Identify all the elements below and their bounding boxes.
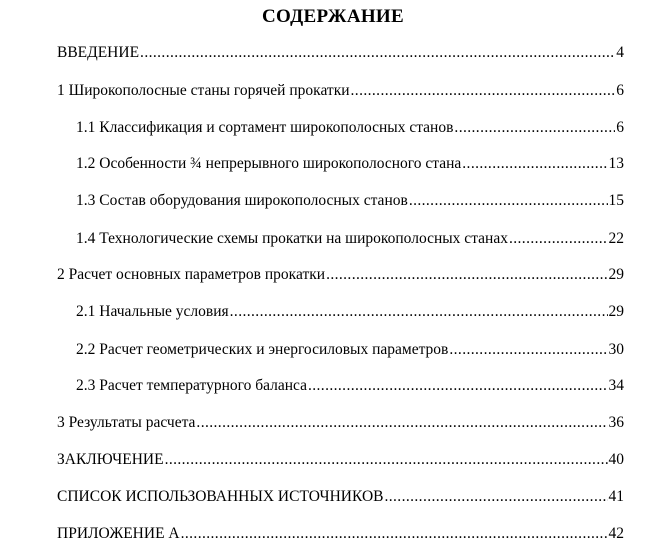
toc-entry-page: 6: [616, 119, 624, 136]
toc-entry-page: 34: [608, 377, 624, 394]
dot-leader: [409, 191, 608, 211]
toc-entry-page: 40: [608, 451, 624, 468]
toc-entry-text: 1.3 Состав оборудования широкополосных станов: [76, 192, 408, 209]
toc-entry-chapter-1: [57, 81, 624, 101]
dot-leader: [140, 43, 615, 63]
toc-entry-references: [57, 487, 624, 507]
dot-leader: [165, 450, 608, 470]
toc-entry-section-2-2: [76, 340, 624, 360]
toc-entry-text: 2.1 Начальные условия: [76, 303, 229, 320]
dot-leader: [196, 413, 607, 433]
toc-entry-introduction: [57, 43, 624, 63]
toc-entry-page: 15: [608, 192, 624, 209]
toc-entry-text: 1.1 Классификация и сортамент широкополосных станов: [76, 119, 454, 136]
toc-title: СОДЕРЖАНИЕ: [262, 6, 404, 27]
toc-entry-page: 29: [608, 266, 624, 283]
toc-entry-text: ПРИЛОЖЕНИЕ А: [57, 525, 180, 542]
toc-entry-text: 1.4 Технологические схемы прокатки на широкополосных станах: [76, 230, 508, 247]
toc-entry-page: 36: [608, 414, 624, 431]
dot-leader: [509, 229, 608, 249]
toc-entry-chapter-2: [57, 265, 624, 285]
dot-leader: [351, 81, 616, 101]
toc-entry-text: 2 Расчет основных параметров прокатки: [57, 266, 326, 283]
toc-entry-section-2-1: [76, 302, 624, 322]
dot-leader: [384, 487, 607, 507]
dot-leader: [181, 524, 608, 544]
toc-entry-chapter-3: [57, 413, 624, 433]
toc-entry-page: 13: [608, 155, 624, 172]
toc-entry-page: 30: [608, 341, 624, 358]
toc-entry-text: СПИСОК ИСПОЛЬЗОВАННЫХ ИСТОЧНИКОВ: [57, 488, 384, 505]
toc-entry-page: 6: [616, 82, 624, 99]
toc-entry-text: ЗАКЛЮЧЕНИЕ: [57, 451, 164, 468]
toc-entry-text: 3 Результаты расчета: [57, 414, 196, 431]
dot-leader: [308, 376, 608, 396]
toc-entry-page: 4: [616, 44, 624, 61]
toc-entry-text: 2.2 Расчет геометрических и энергосиловых параметров: [76, 341, 449, 358]
toc-entry-section-1-2: [76, 154, 624, 174]
toc-entry-appendix-a: [57, 524, 624, 544]
toc-entry-section-1-4: [76, 229, 624, 249]
toc-entry-conclusion: [57, 450, 624, 470]
toc-entry-page: 42: [608, 525, 624, 542]
dot-leader: [462, 154, 607, 174]
toc-entry-text: ВВЕДЕНИЕ: [57, 44, 140, 61]
dot-leader: [230, 302, 608, 322]
toc-entry-text: 1 Широкополосные станы горячей прокатки: [57, 82, 350, 99]
toc-entry-section-2-3: [76, 376, 624, 396]
dot-leader: [454, 118, 615, 138]
dot-leader: [449, 340, 607, 360]
toc-entry-section-1-3: [76, 191, 624, 211]
toc-entry-text: 2.3 Расчет температурного баланса: [76, 377, 307, 394]
toc-entry-page: 41: [608, 488, 624, 505]
toc-entry-page: 22: [608, 230, 624, 247]
dot-leader: [326, 265, 607, 285]
toc-entry-page: 29: [608, 303, 624, 320]
toc-entry-text: 1.2 Особенности ¾ непрерывного широкополосного стана: [76, 155, 462, 172]
toc-entry-section-1-1: [76, 118, 624, 138]
